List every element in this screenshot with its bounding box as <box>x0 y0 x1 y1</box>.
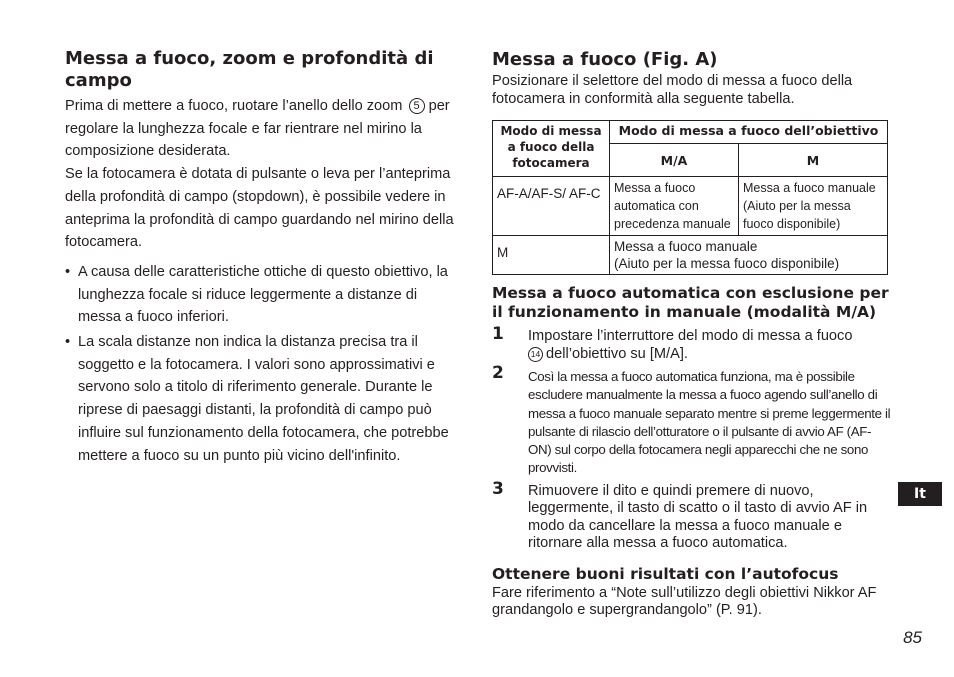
steps-list <box>492 324 892 553</box>
focus-mode-table <box>492 120 888 275</box>
table-header-m: M <box>739 144 888 177</box>
section-heading-focus: Messa a fuoco (Fig. A) <box>492 49 718 70</box>
step-item <box>492 363 892 478</box>
table-header-camera-mode: Modo di messa a fuoco della fotocamera <box>493 121 610 177</box>
zoom-ring-number: 5 <box>409 98 425 114</box>
focus-intro: Posizionare il selettore del modo di messa a fuoco della fotocamera in conformità alla seguente tabella. <box>492 73 853 107</box>
autofocus-results-text: Fare riferimento a “Note sull’utilizzo degli obiettivi Nikkor AF grandangolo e supergrandangolo” (P. 91). <box>492 584 877 619</box>
list-item-text: La scala distanze non indica la distanza precisa tra il soggetto e la fotocamera. I valori sono approssimativi e servono solo a titolo di riferimento generale. Durante le riprese di paesaggi distanti, la profondità di campo può influire sul funzionamento della fotocamera, che potrebbe mettere a fuoco su un punto più vicino dell'infinito. <box>78 334 449 464</box>
step-text: Rimuovere il dito e quindi premere di nuovo, leggermente, il tasto di scatto o il tasto di avvio AF in modo da cancellare la messa a fuoco manuale e ritornare alla messa a fuoco automatica. <box>528 482 868 552</box>
list-item <box>65 331 460 467</box>
autofocus-results-heading: Ottenere buoni risultati con l’autofocus <box>492 564 839 583</box>
zoom-paragraph-text: Prima di mettere a fuoco, ruotare l’anello dello zoom <box>65 98 403 114</box>
notes-list <box>65 261 460 467</box>
step-number: 3 <box>492 478 504 499</box>
list-item <box>65 261 460 329</box>
table-cell-manual <box>610 236 888 275</box>
table-row <box>493 177 888 236</box>
step-item <box>492 478 892 553</box>
depth-of-field-paragraph: Se la fotocamera è dotata di pulsante o leva per l’anteprima della profondità di campo (stopdown), è possibile vedere in anteprima la profondità di campo guardando nel mirino della fotocamera. <box>65 166 454 251</box>
table-cell-camera-m: M <box>493 236 610 275</box>
step-text: Impostare l’interruttore del modo di messa a fuoco <box>528 328 853 344</box>
table-header-lens-mode: Modo di messa a fuoco dell’obiettivo <box>610 121 888 144</box>
bullet-icon: • <box>65 263 71 280</box>
table-cell-camera-af: AF-A/AF-S/ AF-C <box>493 177 610 236</box>
step-text-cont: dell’obiettivo su [M/A]. <box>546 345 688 362</box>
step-item <box>492 324 892 363</box>
page-number: 85 <box>903 628 922 647</box>
step-number: 1 <box>492 324 504 344</box>
zoom-paragraph <box>65 95 460 163</box>
language-tab: It <box>898 482 942 506</box>
table-cell-ma-value: Messa a fuoco automatica con precedenza manuale <box>610 177 739 236</box>
section-heading-focus-zoom: Messa a fuoco, zoom e profondità di campo <box>65 48 434 91</box>
right-column <box>492 48 892 620</box>
focus-switch-number: 14 <box>528 347 543 362</box>
step-text: Così la messa a fuoco automatica funziona, ma è possibile escludere manualmente la messa a fuoco agendo sull’anello di messa a fuoco manuale separato mentre si preme leggermente il pulsante di rilascio dell’otturatore o il pulsante di avvio AF (AF-ON) sul corpo della fotocamera negli apparecchi che ne sono provvisti. <box>528 369 891 476</box>
step-number: 2 <box>492 363 504 383</box>
table-cell-m-value: Messa a fuoco manuale (Aiuto per la messa fuoco disponibile) <box>739 177 888 236</box>
table-header-row <box>493 121 888 144</box>
bullet-icon: • <box>65 334 71 351</box>
zoom-paragraph-text-cont: per regolare la lunghezza focale e far rientrare nel mirino la composizione desiderata. <box>65 98 450 160</box>
manual-override-heading: Messa a fuoco automatica con esclusione per il funzionamento in manuale (modalità M/A) <box>492 284 889 321</box>
left-column <box>65 48 460 467</box>
table-row <box>493 236 888 275</box>
table-header-ma: M/A <box>610 144 739 177</box>
table-cell-manual-line1: Messa a fuoco manuale <box>614 239 758 254</box>
table-cell-manual-line2: (Aiuto per la messa fuoco disponibile) <box>614 256 840 271</box>
list-item-text: A causa delle caratteristiche ottiche di questo obiettivo, la lunghezza focale si riduce leggermente a distanze di messa a fuoco inferiori. <box>78 263 448 326</box>
